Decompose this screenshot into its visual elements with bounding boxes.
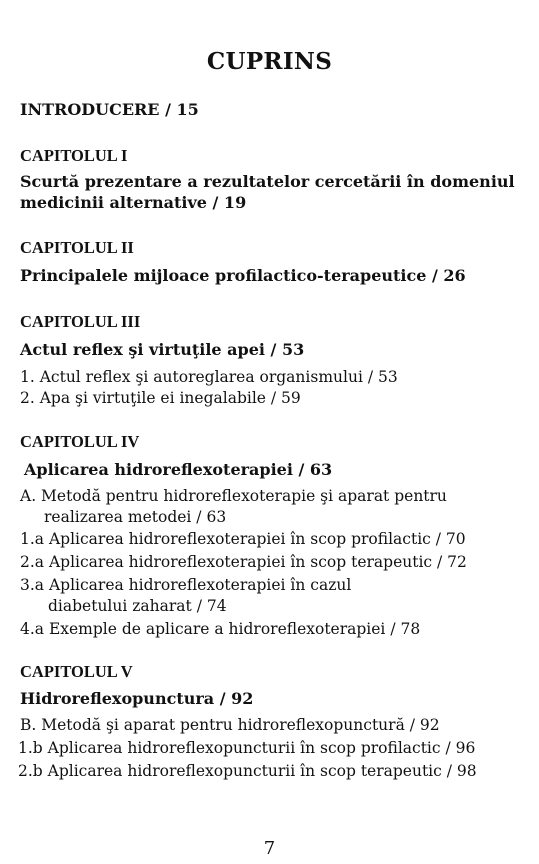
toc-entry: 2.b Aplicarea hidroreflexopuncturii în scop terapeutic / 98 — [18, 762, 477, 780]
chapter-label: CAPITOLUL II — [20, 238, 134, 257]
chapter-heading: Principalele mijloace profilactico-terapeutice / 26 — [20, 266, 466, 285]
toc-entry: A. Metodă pentru hidroreflexoterapie şi aparat pentru — [20, 487, 447, 505]
toc-introduction: INTRODUCERE / 15 — [20, 100, 199, 119]
chapter-label: CAPITOLUL I — [20, 146, 128, 165]
chapter-label: CAPITOLUL IV — [20, 432, 140, 451]
chapter-heading: medicinii alternative / 19 — [20, 193, 247, 212]
toc-entry: 3.a Aplicarea hidroreflexoterapiei în cazul — [20, 576, 352, 594]
page-number: 7 — [263, 838, 276, 859]
chapter-heading: Scurtă prezentare a rezultatelor cercetării în domeniul — [20, 172, 515, 191]
toc-entry: B. Metodă şi aparat pentru hidroreflexopunctură / 92 — [20, 716, 440, 734]
chapter-label: CAPITOLUL III — [20, 312, 141, 331]
toc-entry: 1. Actul reflex şi autoreglarea organismului / 53 — [20, 368, 398, 386]
toc-entry: 2. Apa şi virtuţile ei inegalabile / 59 — [20, 389, 301, 407]
toc-entry: 2.a Aplicarea hidroreflexoterapiei în scop terapeutic / 72 — [20, 553, 467, 571]
toc-entry: diabetului zaharat / 74 — [48, 597, 227, 615]
toc-entry: realizarea metodei / 63 — [44, 508, 227, 526]
page-title: CUPRINS — [206, 48, 333, 75]
chapter-label: CAPITOLUL V — [20, 662, 133, 681]
chapter-heading: Aplicarea hidroreflexoterapiei / 63 — [24, 460, 333, 479]
toc-entry: 1.a Aplicarea hidroreflexoterapiei în scop profilactic / 70 — [20, 530, 466, 548]
toc-entry: 4.a Exemple de aplicare a hidroreflexoterapiei / 78 — [20, 620, 421, 638]
chapter-heading: Actul reflex şi virtuţile apei / 53 — [20, 340, 305, 359]
toc-entry: 1.b Aplicarea hidroreflexopuncturii în scop profilactic / 96 — [18, 739, 476, 757]
chapter-heading: Hidroreflexopunctura / 92 — [20, 689, 254, 708]
